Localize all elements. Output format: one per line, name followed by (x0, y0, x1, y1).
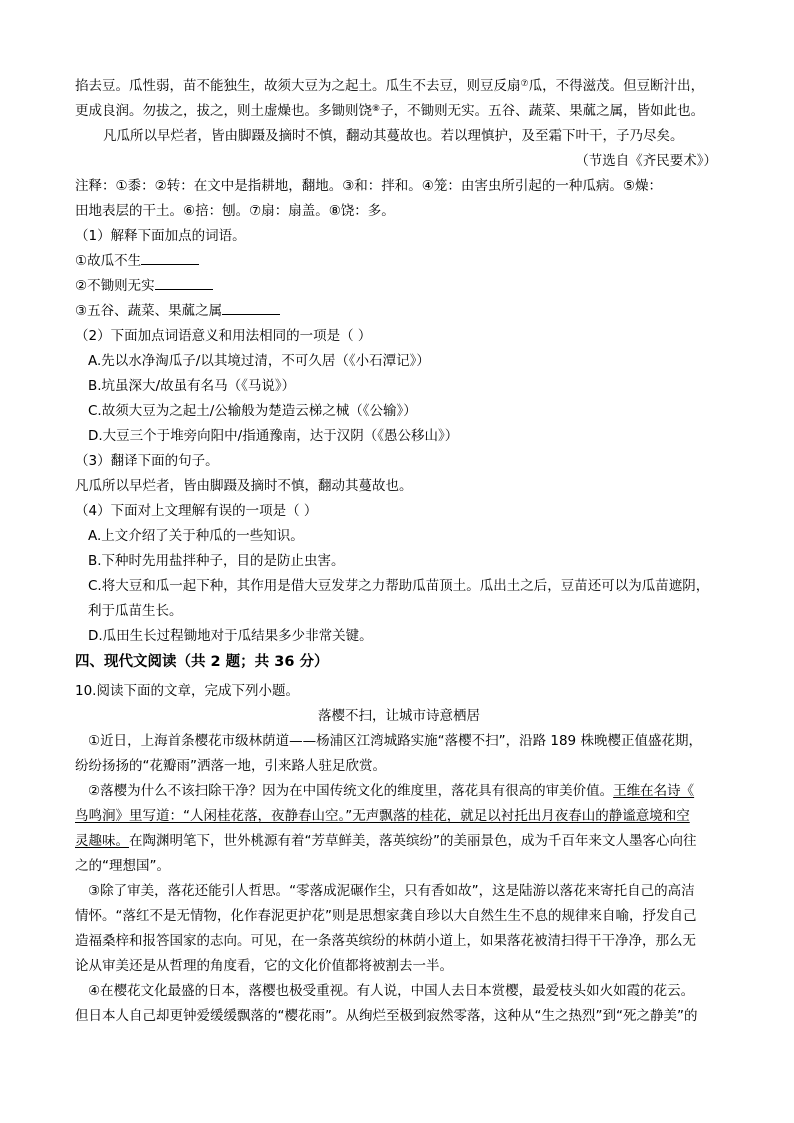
q4-option-a: A.上文介绍了关于种瓜的一些知识。 (88, 528, 304, 544)
passage-line-1 (75, 74, 723, 99)
article-para-3: ③除了审美，落花还能引人哲思。“零落成泥碾作尘，只有香如故”，这是陆游以落花来寄托自己的高洁 (88, 883, 695, 899)
underlined-text: 王维在名诗《 (613, 783, 695, 799)
passage-text: 更成良润。勿拔之，拔之，则土虚燥也。多锄则饶 (75, 103, 372, 119)
q3-text: 凡瓜所以早烂者，皆由脚蹑及摘时不慎，翻动其蔓故也。 (75, 478, 413, 494)
article-para-3-cont: 情怀。“落红不是无情物，化作春泥更护花”则是思想家龚自珍以大自然生生不息的规律来自喻，抒发自己 (75, 908, 697, 924)
q1-item-a (75, 249, 723, 274)
q4-stem: （4）下面对上文理解有误的一项是（ ） (75, 503, 318, 519)
q10-stem: 10.阅读下面的文章，完成下列小题。 (75, 683, 299, 699)
answer-blank[interactable] (141, 252, 199, 265)
q1-stem: （1）解释下面加点的词语。 (75, 228, 246, 244)
q2-stem: （2）下面加点词语意义和用法相同的一项是（ ） (75, 328, 372, 344)
article-para-2 (75, 779, 723, 804)
q4-option-d: D.瓜田生长过程锄地对于瓜结果多少非常关键。 (88, 628, 373, 644)
passage-text: 掐去豆。瓜性弱，苗不能独生，故须大豆为之起土。瓜生不去豆，则豆反扇 (75, 78, 521, 94)
q3-stem: （3）翻译下面的句子。 (75, 453, 219, 469)
section-heading: 四、现代文阅读（共 2 题；共 36 分） (75, 654, 329, 670)
q4-option-b: B.下种时先用盐拌种子，目的是防止虫害。 (88, 553, 345, 569)
q1-item-c (75, 299, 723, 324)
document-content (75, 74, 723, 1029)
q1-item-text: ③五谷、蔬菜、果蓏之属 (75, 303, 223, 319)
article-para-3-cont: 造福桑梓和报答国家的志向。可见，在一条落英缤纷的林荫小道上，如果落花被清扫得干干净净，那么无 (75, 933, 696, 949)
q1-item-text: ①故瓜不生 (75, 253, 142, 269)
article-para-1: ①近日，上海首条樱花市级林荫道——杨浦区江湾城路实施“落樱不扫”，沿路 189 株晚樱正值盛花期， (88, 733, 702, 749)
article-title: 落樱不扫，让城市诗意栖居 (318, 708, 480, 724)
q1-item-b (75, 274, 723, 299)
answer-blank[interactable] (155, 277, 213, 290)
article-para-1-cont: 纷纷扬扬的“花瓣雨”洒落一地，引来路人驻足欣赏。 (75, 758, 386, 774)
passage-line-2 (75, 99, 723, 124)
q2-option-c: C.故须大豆为之起土/公输般为楚造云梯之械（《公输》） (88, 403, 417, 419)
footnote-marker: ⑦ (520, 79, 529, 89)
q1-item-text: ②不锄则无实 (75, 278, 155, 294)
q2-option-a: A.先以水净淘瓜子/以其境过清，不可久居（《小石潭记》） (88, 353, 430, 369)
article-para-4: ④在樱花文化最盛的日本，落樱也极受重视。有人说，中国人去日本赏樱，最爱枝头如火如霞的花云。 (88, 983, 695, 999)
q4-option-c-cont: 利于瓜苗生长。 (88, 603, 183, 619)
article-para-2-cont: 之的“理想国”。 (75, 858, 170, 874)
passage-text: 子，不锄则无实。五谷、蔬菜、果蓏之属，皆如此也。 (380, 103, 705, 119)
article-para-2-cont (75, 829, 723, 854)
underlined-text: 鸟鸣涧》里写道：“人闲桂花落，夜静春山空。”无声飘落的桂花，就足以衬托出月夜春山的静谧意境和空 (75, 808, 690, 824)
notes-line-2: 田地表层的干土。⑥掊：刨。⑦扇：扇盖。⑧饶：多。 (75, 203, 395, 219)
article-text: ②落樱为什么不该扫除干净？因为在中国传统文化的维度里，落花具有很高的审美价值。 (88, 783, 614, 799)
passage-source: （节选自《齐民要术》） (575, 153, 717, 169)
notes-line-1: 注释：①黍：②转：在文中是指耕地，翻地。③和：拌和。④笼：由害虫所引起的一种瓜病。⑤燥： (75, 178, 663, 194)
passage-text: 瓜，不得滋茂。但豆断汁出， (528, 78, 705, 94)
article-para-2-cont (75, 804, 723, 829)
q2-option-d: D.大豆三个于堆旁向阳中/指通豫南，达于汉阴（《愚公移山》） (88, 428, 459, 444)
q4-option-c: C.将大豆和瓜一起下种，其作用是借大豆发芽之力帮助瓜苗顶土。瓜出土之后，豆苗还可以为瓜苗遮阴， (88, 578, 710, 594)
article-para-4-cont: 但日本人自己却更钟爱缓缓飘落的“樱花雨”。从绚烂至极到寂然零落，这种从“生之热烈”到“死之静美”的 (75, 1008, 698, 1024)
footnote-marker: ⑧ (372, 104, 381, 114)
answer-blank[interactable] (222, 302, 280, 315)
underlined-text: 灵趣味。 (75, 833, 129, 849)
article-para-3-cont: 论从审美还是从哲理的角度看，它的文化价值都将被割去一半。 (75, 958, 453, 974)
article-text: 在陶渊明笔下，世外桃源有着“芳草鲜美，落英缤纷”的美丽景色，成为千百年来文人墨客心向往 (129, 833, 697, 849)
q2-option-b: B.坑虽深大/故虽有名马（《马说》） (88, 378, 296, 394)
passage-line-3: 凡瓜所以早烂者，皆由脚蹑及摘时不慎，翻动其蔓故也。若以理慎护，及至霜下叶干，子乃尽矣。 (103, 128, 684, 144)
